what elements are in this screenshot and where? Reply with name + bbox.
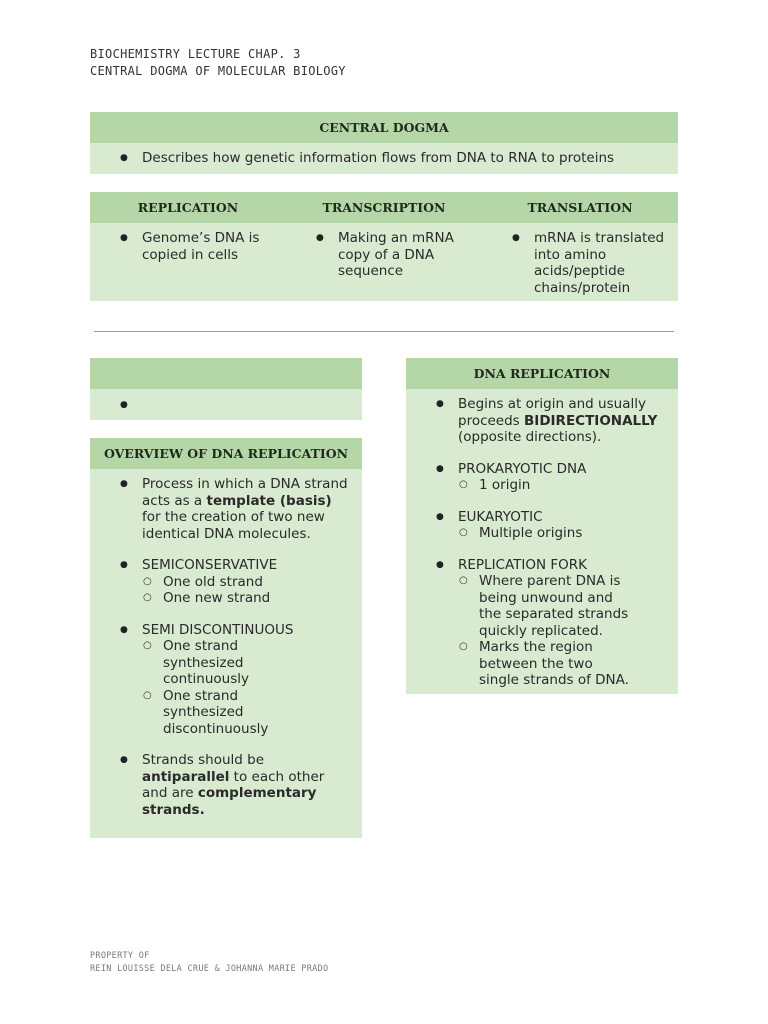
process-table-header [90,192,678,223]
eukaryotic-item: ● EUKARYOTIC ○ Multiple origins [434,509,672,542]
antiparallel-item: ● Strands should be antiparallel to each other and are complementary strands. [118,752,354,818]
process-table [90,192,678,301]
origin-item: ● Begins at origin and usually proceeds BIDIRECTIONALLY (opposite directions). [434,396,672,446]
replication-fork-item: ● REPLICATION FORK ○ Where parent DNA is being unwound and the separated strands quickly replicated. ○ Marks the region between the two single strands of DNA. [434,557,672,689]
fork-sub-2: ○ Marks the region between the two single strands of DNA. [434,639,634,689]
transcription-title: TRANSCRIPTION [322,200,446,215]
footer-line-1: PROPERTY OF [90,951,150,961]
semiconservative-sub-1: ○ One old strand [118,574,354,591]
document-footer [90,950,328,976]
replication-bullet: ● Genome’s DNA is copied in cells [118,230,280,263]
semidiscontinuous-sub-2: ○ One strand synthesized discontinuously [118,688,268,738]
footer-line-2: REIN LOUISSE DELA CRUE & JOHANNA MARIE PRADO [90,964,329,974]
central-dogma-title: CENTRAL DOGMA [90,112,678,143]
translation-bullet: ● mRNA is translated into amino acids/peptide chains/protein [510,230,672,296]
semidiscontinuous-sub-1: ○ One strand synthesized continuously [118,638,268,688]
overview-title: OVERVIEW OF DNA REPLICATION [90,438,362,469]
semiconservative-item: ● SEMICONSERVATIVE ○ One old strand ○ One new strand [118,557,354,607]
fork-sub-1: ○ Where parent DNA is being unwound and the separated strands quickly replicated. [434,573,634,639]
dna-replication-title: DNA REPLICATION [406,358,678,389]
transcription-bullet: ● Making an mRNA copy of a DNA sequence [314,230,476,280]
central-dogma-box [90,112,678,174]
document-header [90,46,346,80]
eukaryotic-sub: ○ Multiple origins [434,525,672,542]
semiconservative-sub-2: ○ One new strand [118,590,354,607]
translation-title: TRANSLATION [527,200,633,215]
replication-title: REPLICATION [137,200,239,215]
dna-replication-box [406,358,678,694]
overview-box [90,438,362,838]
prokaryotic-sub: ○ 1 origin [434,477,672,494]
empty-box-title [90,358,362,389]
prokaryotic-item: ● PROKARYOTIC DNA ○ 1 origin [434,461,672,494]
header-line-2: CENTRAL DOGMA OF MOLECULAR BIOLOGY [90,64,346,78]
section-divider [94,331,674,332]
empty-box-bullet [118,397,362,414]
empty-box [90,358,362,420]
semidiscontinuous-item: ● SEMI DISCONTINUOUS ○ One strand synthesized continuously ○ One strand synthesized discontinuously [118,622,354,738]
central-dogma-bullet: ● Describes how genetic information flows from DNA to RNA to proteins [118,150,678,167]
overview-definition: ● Process in which a DNA strand acts as a template (basis) for the creation of two new identical DNA molecules. [118,476,354,542]
header-line-1: BIOCHEMISTRY LECTURE CHAP. 3 [90,47,301,61]
